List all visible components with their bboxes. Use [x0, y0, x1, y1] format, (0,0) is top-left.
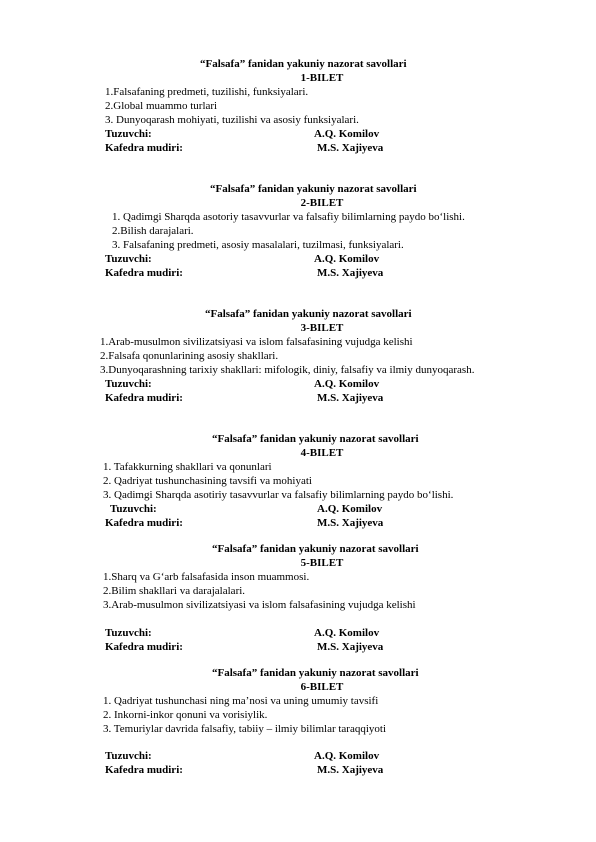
author-label: Tuzuvchi:: [110, 503, 157, 515]
ticket-title: “Falsafa” fanidan yakuniy nazorat savollari: [210, 183, 417, 195]
ticket-title: “Falsafa” fanidan yakuniy nazorat savollari: [205, 308, 412, 320]
question-3: 3. Falsafaning predmeti, asosiy masalalari, tuzilmasi, funksiyalari.: [112, 239, 404, 251]
ticket-number: 3-BILET: [300, 322, 344, 334]
ticket-number: 4-BILET: [300, 447, 344, 459]
head-label: Kafedra mudiri:: [105, 641, 183, 653]
head-name: M.S. Xajiyeva: [317, 764, 384, 776]
question-1: 1.Sharq va G‘arb falsafasida inson muammosi.: [103, 571, 310, 583]
author-label: Tuzuvchi:: [105, 750, 152, 762]
question-1: 1.Arab-musulmon sivilizatsiyasi va islom falsafasining vujudga kelishi: [100, 336, 413, 348]
author-name: A.Q. Komilov: [317, 503, 383, 515]
ticket-number: 1-BILET: [300, 72, 344, 84]
author-label: Tuzuvchi:: [105, 378, 152, 390]
head-label: Kafedra mudiri:: [105, 267, 183, 279]
ticket-title: “Falsafa” fanidan yakuniy nazorat savollari: [212, 667, 419, 679]
head-name: M.S. Xajiyeva: [317, 517, 384, 529]
question-1: 1. Qadriyat tushunchasi ning ma’nosi va uning umumiy tavsifi: [103, 695, 379, 707]
ticket-number: 6-BILET: [300, 681, 344, 693]
question-1: 1. Tafakkurning shakllari va qonunlari: [103, 461, 272, 473]
head-name: M.S. Xajiyeva: [317, 392, 384, 404]
ticket-title: “Falsafa” fanidan yakuniy nazorat savollari: [200, 58, 407, 70]
question-1: 1. Qadimgi Sharqda asotoriy tasavvurlar va falsafiy bilimlarning paydo bo‘lishi.: [112, 211, 465, 223]
author-name: A.Q. Komilov: [314, 128, 380, 140]
head-label: Kafedra mudiri:: [105, 392, 183, 404]
author-name: A.Q. Komilov: [314, 627, 380, 639]
question-2: 2.Bilish darajalari.: [112, 225, 194, 237]
question-2: 2.Falsafa qonunlarining asosiy shakllari.: [100, 350, 279, 362]
author-label: Tuzuvchi:: [105, 627, 152, 639]
ticket-title: “Falsafa” fanidan yakuniy nazorat savollari: [212, 543, 419, 555]
head-label: Kafedra mudiri:: [105, 764, 183, 776]
question-3: 3.Dunyoqarashning tarixiy shakllari: mifologik, diniy, falsafiy va ilmiy dunyoqarash.: [100, 364, 475, 376]
question-3: 3.Arab-musulmon sivilizatsiyasi va islom falsafasining vujudga kelishi: [103, 599, 416, 611]
question-2: 2.Bilim shakllari va darajalalari.: [103, 585, 246, 597]
question-2: 2. Qadriyat tushunchasining tavsifi va mohiyati: [103, 475, 312, 487]
head-name: M.S. Xajiyeva: [317, 641, 384, 653]
author-name: A.Q. Komilov: [314, 750, 380, 762]
head-name: M.S. Xajiyeva: [317, 267, 384, 279]
ticket-number: 5-BILET: [300, 557, 344, 569]
author-label: Tuzuvchi:: [105, 253, 152, 265]
ticket-number: 2-BILET: [300, 197, 344, 209]
author-name: A.Q. Komilov: [314, 378, 380, 390]
question-2: 2.Global muammo turlari: [105, 100, 218, 112]
question-3: 3. Qadimgi Sharqda asotiriy tasavvurlar va falsafiy bilimlarning paydo bo‘lishi.: [103, 489, 454, 501]
head-label: Kafedra mudiri:: [105, 142, 183, 154]
ticket-title: “Falsafa” fanidan yakuniy nazorat savollari: [212, 433, 419, 445]
question-1: 1.Falsafaning predmeti, tuzilishi, funksiyalari.: [105, 86, 309, 98]
question-3: 3. Temuriylar davrida falsafiy, tabiiy – ilmiy bilimlar taraqqiyoti: [103, 723, 387, 735]
head-name: M.S. Xajiyeva: [317, 142, 384, 154]
head-label: Kafedra mudiri:: [105, 517, 183, 529]
question-3: 3. Dunyoqarash mohiyati, tuzilishi va asosiy funksiyalari.: [105, 114, 359, 126]
author-label: Tuzuvchi:: [105, 128, 152, 140]
question-2: 2. Inkorni-inkor qonuni va vorisiylik.: [103, 709, 268, 721]
author-name: A.Q. Komilov: [314, 253, 380, 265]
